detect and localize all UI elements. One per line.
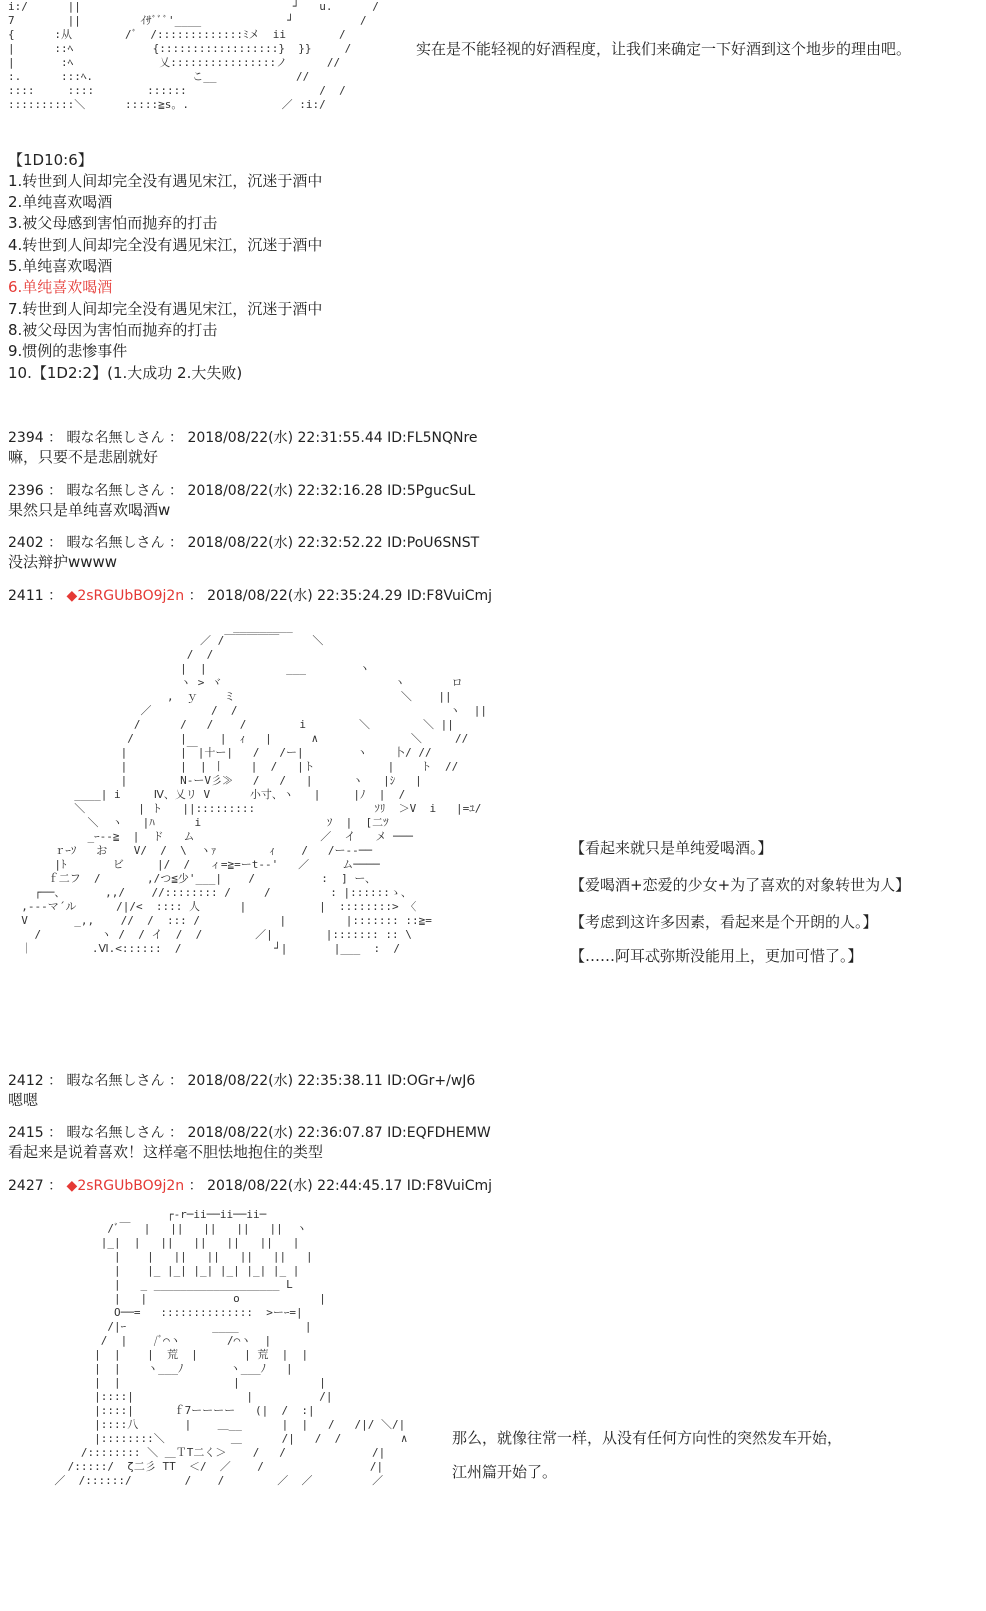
closing-line: 那么，就像往常一样，从没有任何方向性的突然发车开始， xyxy=(452,1429,843,1447)
post-author-trip: ◆2sRGUbBO9j2n xyxy=(66,1178,185,1194)
post-header: 2411 ： ◆2sRGUbBO9j2n ： 2018/08/22(水) 22:35:24.29 ID:F8VuiCmj xyxy=(8,588,493,604)
post-id: ID:F8VuiCmj xyxy=(406,588,493,604)
post-date: 2018/08/22(水) 22:44:45.17 xyxy=(207,1178,403,1194)
dice-option: 2.单纯喜欢喝酒 xyxy=(8,193,113,211)
ascii-art-top: i:/ || ┘ u. / 7 || ｲｻﾞﾞﾞ'____ ┘ / { :从 /ﾞ /:::::::::::::ﾐメ ii / | ::ﾍ {::::::::::::::::::} }} / | :ﾍ 乂::::::::::::::::ノ // :. :::ﾍ. こ__ // :::: :::: :::::: / / ::::::::::＼ :::::≧s。. ／ :i:/ xyxy=(8,0,379,111)
post-id: ID:EQFDHEMW xyxy=(387,1125,491,1141)
post-body: 没法辩护wwww xyxy=(8,553,118,571)
post-date: 2018/08/22(水) 22:32:16.28 xyxy=(187,483,383,499)
post-author-trip: ◆2sRGUbBO9j2n xyxy=(66,588,185,604)
post-id: ID:FL5NQNre xyxy=(387,430,478,446)
post-date: 2018/08/22(水) 22:35:38.11 xyxy=(187,1073,383,1089)
post-date: 2018/08/22(水) 22:35:24.29 xyxy=(207,588,403,604)
post-header: 2394 ： 暇な名無しさん ： 2018/08/22(水) 22:31:55.44 ID:FL5NQNre xyxy=(8,430,478,446)
post-body: 看起来是说着喜欢！这样毫不胆怯地抱住的类型 xyxy=(8,1143,324,1161)
dice-option: 9.惯例的悲惨事件 xyxy=(8,342,128,360)
post-author: 暇な名無しさん xyxy=(66,535,165,551)
post-number: 2412 xyxy=(8,1073,44,1089)
side-note: 【爱喝酒+恋爱的少女+为了喜欢的对象转世为人】 xyxy=(570,876,911,894)
post-author: 暇な名無しさん xyxy=(66,1125,165,1141)
dice-option: 1.转世到人间却完全没有遇见宋江，沉迷于酒中 xyxy=(8,172,323,190)
post-number: 2402 xyxy=(8,535,44,551)
post-number: 2396 xyxy=(8,483,44,499)
side-note: 【……阿耳忒弥斯没能用上，更加可惜了。】 xyxy=(570,947,863,965)
post-number: 2427 xyxy=(8,1178,44,1194)
dice-header: 【1D10:6】 xyxy=(8,151,93,169)
post-author: 暇な名無しさん xyxy=(66,483,165,499)
dice-option: 5.单纯喜欢喝酒 xyxy=(8,257,113,275)
post-header: 2402 ： 暇な名無しさん ： 2018/08/22(水) 22:32:52.22 ID:PoU6SNST xyxy=(8,535,480,551)
ascii-art-girl: _________ ／ /￣￣￣￣￣ ＼ / / | | ___ ヽ ヽ > ヾ ヽ ロ , ｙ ミ ＼ || ／ / / ヽ || / / / / i ＼ ＼ || / | | ｨ | ∧ ＼ // | |￣|十ー| / /ー| ヽ 卜/ // | | | 丨 | / |ト | ト // | N-ーV彡≫ / / | ヽ |ｼ | ____| i Ⅳ、乂リ V 小寸、ヽ | |ﾉ | / ＼ | ト ||::::::::: ｿﾘ ＞V i |=ﾕ/ ＼ ヽ |ﾊ i ｿ | [二ﾂ _ｰ-‐≧ | ド ム ／ イ メ ─── ｒｰｿ お V/ / \ ヽｧ ｨ / /ー‐‐── |ﾄ ビ |/ / ィ=≧=ーt-‐' ／ ム──── ｆ二フ / ,/つ≦少'___| / : ] ー、 ┌──、 ,,/ //:::::::: / / : |::::::ゝ、 ,---マ´ル /|/< :::: 人 | | ::::::::> 〈 V _,, // / ::: / | |::::::: ::≧= / ヽ / / イ / / ／| |::::::: :: \ ｜ .Ⅵ.<:::::: / ┘| |___ : / xyxy=(21,620,487,955)
post-date: 2018/08/22(水) 22:31:55.44 xyxy=(187,430,383,446)
post-date: 2018/08/22(水) 22:32:52.22 xyxy=(187,535,383,551)
ascii-art-man: ┌‐r─ii──ii──ii─ /ﾞ￣ | || || || || ヽ |_| | || || || || | | | || || || || | | |_ |_| |_| |_| |_| |_ | | _ ___________________ L | | o | O──= :::::::::::::: >ーｰ=| /|ｰ ____ | / | /ﾞ⌒ヽ /⌒ヽ | | | | 荒 | | 荒 | | | | ヽ___ﾉ ヽ___ﾉ | | | | | |::::| | /| |::::| ｆ7ーーーー (| / :| |::::八 | ＿__ | | / /|/ ＼/| |::::::::＼ ＿ /| / / ∧ /:::::::: ＼ ＿ＴT二く＞ / / /| /:::::/ ζ二彡 TT ＜/ ／ / /| ／ /::::::/ / / ／ ／ ／ xyxy=(54,1208,408,1487)
post-header: 2412 ： 暇な名無しさん ： 2018/08/22(水) 22:35:38.11 ID:OGr+/wJ6 xyxy=(8,1073,476,1089)
post-header: 2396 ： 暇な名無しさん ： 2018/08/22(水) 22:32:16.28 ID:5PgucSuL xyxy=(8,483,476,499)
post-id: ID:5PgucSuL xyxy=(387,483,476,499)
post-header: 2415 ： 暇な名無しさん ： 2018/08/22(水) 22:36:07.87 ID:EQFDHEMW xyxy=(8,1125,491,1141)
closing-line: 江州篇开始了。 xyxy=(452,1463,558,1481)
post-body: 果然只是单纯喜欢喝酒w xyxy=(8,501,171,519)
side-note: 【考虑到这许多因素，看起来是个开朗的人。】 xyxy=(570,913,878,931)
post-id: ID:OGr+/wJ6 xyxy=(387,1073,476,1089)
dice-option: 7.转世到人间却完全没有遇见宋江，沉迷于酒中 xyxy=(8,300,323,318)
dice-option: 10.【1D2:2】(1.大成功 2.大失败) xyxy=(8,364,243,382)
post-id: ID:PoU6SNST xyxy=(387,535,480,551)
post-number: 2394 xyxy=(8,430,44,446)
post-author: 暇な名無しさん xyxy=(66,430,165,446)
side-note: 【看起来就只是单纯爱喝酒。】 xyxy=(570,839,773,857)
post-body: 嘛，只要不是悲剧就好 xyxy=(8,448,159,466)
post-body: 嗯嗯 xyxy=(8,1091,39,1109)
dice-option-selected: 6.单纯喜欢喝酒 xyxy=(8,278,113,296)
dice-option: 8.被父母因为害怕而抛弃的打击 xyxy=(8,321,218,339)
post-number: 2415 xyxy=(8,1125,44,1141)
post-number: 2411 xyxy=(8,588,44,604)
post-id: ID:F8VuiCmj xyxy=(406,1178,493,1194)
post-header: 2427 ： ◆2sRGUbBO9j2n ： 2018/08/22(水) 22:44:45.17 ID:F8VuiCmj xyxy=(8,1178,493,1194)
dice-option: 4.转世到人间却完全没有遇见宋江，沉迷于酒中 xyxy=(8,236,323,254)
post-date: 2018/08/22(水) 22:36:07.87 xyxy=(187,1125,383,1141)
dice-option: 3.被父母感到害怕而抛弃的打击 xyxy=(8,214,218,232)
post-author: 暇な名無しさん xyxy=(66,1073,165,1089)
intro-text: 实在是不能轻视的好酒程度，让我们来确定一下好酒到这个地步的理由吧。 xyxy=(416,40,912,58)
